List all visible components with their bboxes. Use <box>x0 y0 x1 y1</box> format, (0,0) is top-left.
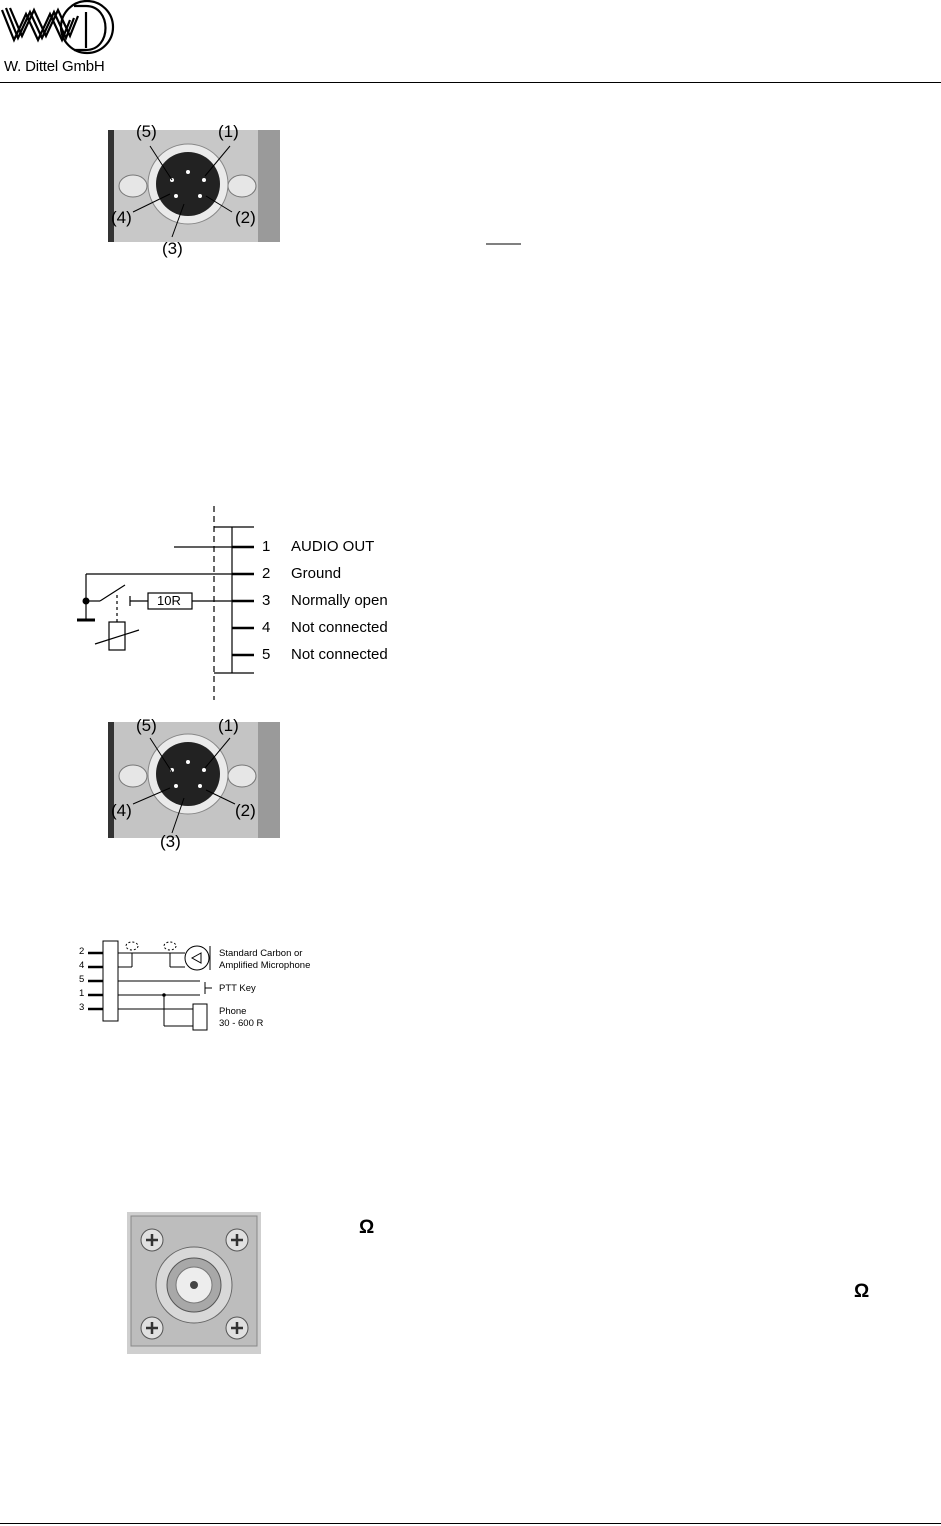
mic-pin-label: 4 <box>79 960 85 971</box>
resistor-label: 10R <box>157 593 181 608</box>
phone-label-line-1: Phone <box>219 1006 247 1017</box>
pin-function: Normally open <box>291 592 388 609</box>
pin-number: 3 <box>262 592 271 609</box>
pin-function: Not connected <box>291 646 388 663</box>
mic-pin-label: 5 <box>79 974 85 985</box>
footer-divider <box>0 1523 941 1524</box>
connector-2-pin-label: (5) <box>136 716 157 735</box>
pin-function: Ground <box>291 565 342 582</box>
company-name: W. Dittel GmbH <box>4 58 105 75</box>
connector-2-pin-label: (4) <box>111 801 132 820</box>
pin-number: 5 <box>262 646 271 663</box>
connector-2-pin-label: (3) <box>160 832 181 851</box>
mic-pin-label: 3 <box>79 1002 85 1013</box>
mic-label-line-2: Amplified Microphone <box>219 960 311 971</box>
connector-2-pin-label: (1) <box>218 716 239 735</box>
pin-number: 2 <box>262 565 271 582</box>
omega-symbol: Ω <box>359 1217 375 1238</box>
connector-2-pin-label: (2) <box>235 801 256 820</box>
pin-number: 1 <box>262 538 271 555</box>
bnc-connector-photo <box>127 1212 261 1354</box>
bnc-connector-image <box>127 1212 261 1354</box>
ptt-label: PTT Key <box>219 983 256 994</box>
connector-1-pin-label: (5) <box>136 122 157 141</box>
omega-symbol: Ω <box>854 1281 870 1302</box>
pin-function: Not connected <box>291 619 388 636</box>
pin-function: AUDIO OUT <box>291 538 375 555</box>
mic-pin-label: 1 <box>79 988 85 999</box>
connector-1-pin-label: (1) <box>218 122 239 141</box>
mic-pin-label: 2 <box>79 946 85 957</box>
phone-label-line-2: 30 - 600 R <box>219 1018 264 1029</box>
connector-1-pin-label: (4) <box>111 208 132 227</box>
mic-label-line-1: Standard Carbon or <box>219 948 303 959</box>
connector-1-pin-label: (3) <box>162 239 183 258</box>
pin-number: 4 <box>262 619 271 636</box>
connector-1-pin-label: (2) <box>235 208 256 227</box>
